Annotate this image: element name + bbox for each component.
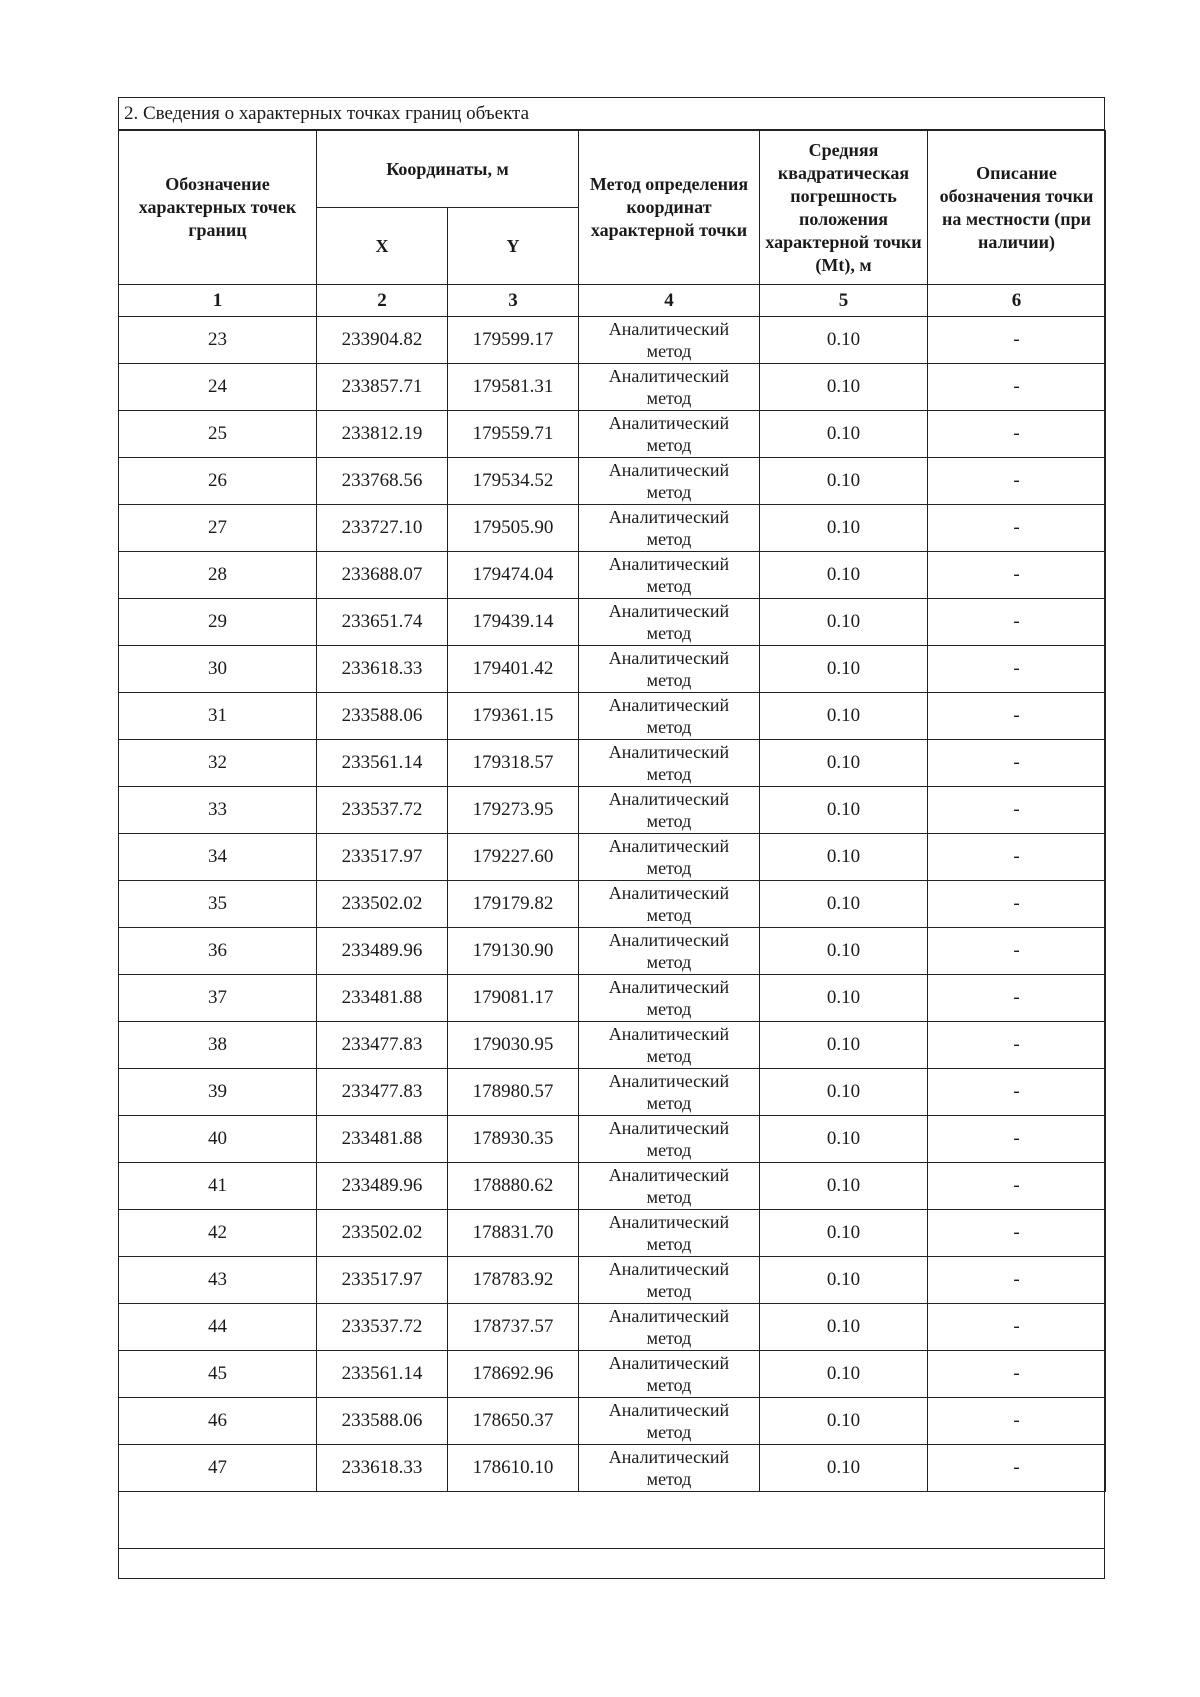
- method-cell: [579, 787, 760, 834]
- table-row: [119, 693, 1106, 740]
- method-label: Аналитический: [608, 648, 730, 668]
- point-number-cell: 46: [119, 1398, 317, 1445]
- mean-square-error-cell: 0.10: [760, 458, 928, 505]
- description-cell: -: [928, 693, 1106, 740]
- method-label: Аналитический: [608, 1024, 730, 1044]
- description-cell: -: [928, 928, 1106, 975]
- y-coordinate-cell: 179505.90: [448, 505, 579, 552]
- y-coordinate-cell: 179130.90: [448, 928, 579, 975]
- table-row: [119, 646, 1106, 693]
- method-label: метод: [646, 341, 692, 361]
- column-number: 4: [579, 285, 760, 317]
- x-coordinate-cell: 233489.96: [317, 928, 448, 975]
- description-cell: -: [928, 411, 1106, 458]
- method-cell: [579, 505, 760, 552]
- method-label: Аналитический: [608, 1353, 730, 1373]
- method-cell: [579, 740, 760, 787]
- point-number-cell: 26: [119, 458, 317, 505]
- table-row: [119, 740, 1106, 787]
- point-number-cell: 43: [119, 1257, 317, 1304]
- table-row: [119, 458, 1106, 505]
- point-number-cell: 37: [119, 975, 317, 1022]
- y-coordinate-cell: 178930.35: [448, 1116, 579, 1163]
- description-cell: -: [928, 1069, 1106, 1116]
- method-label: метод: [646, 858, 692, 878]
- description-cell: -: [928, 975, 1106, 1022]
- table-row: [119, 411, 1106, 458]
- header-row-1: [119, 131, 1106, 208]
- description-cell: -: [928, 1257, 1106, 1304]
- method-label: метод: [646, 1140, 692, 1160]
- point-number-cell: 29: [119, 599, 317, 646]
- method-cell: [579, 458, 760, 505]
- y-coordinate-cell: 179179.82: [448, 881, 579, 928]
- method-label: метод: [646, 1187, 692, 1207]
- mean-square-error-cell: 0.10: [760, 928, 928, 975]
- table-row: [119, 928, 1106, 975]
- mean-square-error-cell: 0.10: [760, 834, 928, 881]
- table-row: [119, 1398, 1106, 1445]
- point-number-cell: 42: [119, 1210, 317, 1257]
- point-number-cell: 32: [119, 740, 317, 787]
- point-number-cell: 38: [119, 1022, 317, 1069]
- description-cell: -: [928, 1163, 1106, 1210]
- column-number-row: [119, 285, 1106, 317]
- description-cell: -: [928, 1445, 1106, 1492]
- x-coordinate-cell: 233481.88: [317, 975, 448, 1022]
- description-cell: -: [928, 1398, 1106, 1445]
- y-coordinate-cell: 179534.52: [448, 458, 579, 505]
- mean-square-error-cell: 0.10: [760, 975, 928, 1022]
- x-coordinate-cell: 233537.72: [317, 787, 448, 834]
- method-label: метод: [646, 529, 692, 549]
- method-label: Аналитический: [608, 883, 730, 903]
- table-row: [119, 834, 1106, 881]
- method-label: Аналитический: [608, 742, 730, 762]
- y-coordinate-cell: 178650.37: [448, 1398, 579, 1445]
- mean-square-error-cell: 0.10: [760, 1304, 928, 1351]
- description-cell: -: [928, 1116, 1106, 1163]
- y-coordinate-cell: 178692.96: [448, 1351, 579, 1398]
- method-label: Аналитический: [608, 1400, 730, 1420]
- point-number-cell: 33: [119, 787, 317, 834]
- x-coordinate-cell: 233727.10: [317, 505, 448, 552]
- description-cell: -: [928, 1210, 1106, 1257]
- point-number-cell: 41: [119, 1163, 317, 1210]
- method-label: метод: [646, 811, 692, 831]
- point-number-cell: 30: [119, 646, 317, 693]
- method-cell: [579, 552, 760, 599]
- mean-square-error-cell: 0.10: [760, 1022, 928, 1069]
- method-label: Аналитический: [608, 977, 730, 997]
- mean-square-error-cell: 0.10: [760, 1351, 928, 1398]
- description-cell: -: [928, 364, 1106, 411]
- description-cell: -: [928, 317, 1106, 364]
- mean-square-error-cell: 0.10: [760, 317, 928, 364]
- x-coordinate-cell: 233857.71: [317, 364, 448, 411]
- x-coordinate-cell: 233481.88: [317, 1116, 448, 1163]
- mean-square-error-cell: 0.10: [760, 881, 928, 928]
- table-row: [119, 1069, 1106, 1116]
- method-label: Аналитический: [608, 930, 730, 950]
- table-row: [119, 599, 1106, 646]
- mean-square-error-cell: 0.10: [760, 646, 928, 693]
- method-label: метод: [646, 1328, 692, 1348]
- mean-square-error-cell: 0.10: [760, 787, 928, 834]
- point-number-cell: 28: [119, 552, 317, 599]
- x-coordinate-cell: 233588.06: [317, 693, 448, 740]
- method-cell: [579, 928, 760, 975]
- description-cell: -: [928, 1351, 1106, 1398]
- method-cell: [579, 1257, 760, 1304]
- point-number-cell: 35: [119, 881, 317, 928]
- point-number-cell: 24: [119, 364, 317, 411]
- column-number: 5: [760, 285, 928, 317]
- mean-square-error-cell: 0.10: [760, 364, 928, 411]
- description-cell: -: [928, 552, 1106, 599]
- point-number-cell: 31: [119, 693, 317, 740]
- method-label: Аналитический: [608, 1306, 730, 1326]
- point-number-cell: 36: [119, 928, 317, 975]
- method-label: Аналитический: [608, 601, 730, 621]
- method-label: Аналитический: [608, 366, 730, 386]
- table-row: [119, 881, 1106, 928]
- method-label: метод: [646, 999, 692, 1019]
- y-coordinate-cell: 179361.15: [448, 693, 579, 740]
- point-number-cell: 44: [119, 1304, 317, 1351]
- table-row: [119, 364, 1106, 411]
- table-row: [119, 1304, 1106, 1351]
- method-label: метод: [646, 1422, 692, 1442]
- y-coordinate-cell: 178783.92: [448, 1257, 579, 1304]
- mean-square-error-cell: 0.10: [760, 411, 928, 458]
- method-label: Аналитический: [608, 1071, 730, 1091]
- header-coordinates: Координаты, м: [317, 131, 579, 208]
- description-cell: -: [928, 505, 1106, 552]
- description-cell: -: [928, 599, 1106, 646]
- point-number-cell: 47: [119, 1445, 317, 1492]
- table-row: [119, 317, 1106, 364]
- table-row: [119, 975, 1106, 1022]
- y-coordinate-cell: 178831.70: [448, 1210, 579, 1257]
- description-cell: -: [928, 834, 1106, 881]
- x-coordinate-cell: 233688.07: [317, 552, 448, 599]
- table-bottom-empty-row: [118, 1548, 1105, 1579]
- method-cell: [579, 1069, 760, 1116]
- method-label: метод: [646, 905, 692, 925]
- method-cell: [579, 1210, 760, 1257]
- point-number-cell: 39: [119, 1069, 317, 1116]
- mean-square-error-cell: 0.10: [760, 505, 928, 552]
- mean-square-error-cell: 0.10: [760, 693, 928, 740]
- mean-square-error-cell: 0.10: [760, 1163, 928, 1210]
- description-cell: -: [928, 881, 1106, 928]
- header-mean-square-error: Средняя квадратическая погрешность положения характерной точки (Mt), м: [760, 131, 928, 285]
- point-number-cell: 34: [119, 834, 317, 881]
- method-cell: [579, 599, 760, 646]
- header-y: Y: [448, 208, 579, 285]
- method-label: Аналитический: [608, 554, 730, 574]
- y-coordinate-cell: 179581.31: [448, 364, 579, 411]
- section-title: 2. Сведения о характерных точках границ объекта: [118, 97, 1105, 130]
- method-cell: [579, 1163, 760, 1210]
- method-label: метод: [646, 623, 692, 643]
- method-label: Аналитический: [608, 507, 730, 527]
- method-label: метод: [646, 1281, 692, 1301]
- mean-square-error-cell: 0.10: [760, 599, 928, 646]
- x-coordinate-cell: 233517.97: [317, 1257, 448, 1304]
- header-description: Описание обозначения точки на местности (при наличии): [928, 131, 1106, 285]
- method-label: Аналитический: [608, 789, 730, 809]
- method-label: Аналитический: [608, 1212, 730, 1232]
- method-label: Аналитический: [608, 1165, 730, 1185]
- method-label: Аналитический: [608, 1447, 730, 1467]
- method-label: метод: [646, 435, 692, 455]
- y-coordinate-cell: 179081.17: [448, 975, 579, 1022]
- method-cell: [579, 1398, 760, 1445]
- method-cell: [579, 1351, 760, 1398]
- mean-square-error-cell: 0.10: [760, 552, 928, 599]
- method-label: метод: [646, 1375, 692, 1395]
- method-label: метод: [646, 952, 692, 972]
- x-coordinate-cell: 233651.74: [317, 599, 448, 646]
- boundary-points-table: [118, 130, 1106, 1492]
- table-body: [119, 317, 1106, 1492]
- method-label: Аналитический: [608, 836, 730, 856]
- table-row: [119, 1210, 1106, 1257]
- method-cell: [579, 1304, 760, 1351]
- method-label: метод: [646, 1046, 692, 1066]
- x-coordinate-cell: 233477.83: [317, 1022, 448, 1069]
- x-coordinate-cell: 233502.02: [317, 881, 448, 928]
- method-label: Аналитический: [608, 1259, 730, 1279]
- x-coordinate-cell: 233588.06: [317, 1398, 448, 1445]
- method-label: метод: [646, 576, 692, 596]
- x-coordinate-cell: 233768.56: [317, 458, 448, 505]
- y-coordinate-cell: 178610.10: [448, 1445, 579, 1492]
- method-label: Аналитический: [608, 319, 730, 339]
- method-label: метод: [646, 717, 692, 737]
- method-label: метод: [646, 388, 692, 408]
- method-label: метод: [646, 670, 692, 690]
- x-coordinate-cell: 233904.82: [317, 317, 448, 364]
- header-x: X: [317, 208, 448, 285]
- mean-square-error-cell: 0.10: [760, 740, 928, 787]
- method-label: метод: [646, 482, 692, 502]
- header-point-designation: Обозначение характерных точек границ: [119, 131, 317, 285]
- table-row: [119, 505, 1106, 552]
- description-cell: -: [928, 1304, 1106, 1351]
- x-coordinate-cell: 233489.96: [317, 1163, 448, 1210]
- table-row: [119, 1351, 1106, 1398]
- x-coordinate-cell: 233618.33: [317, 1445, 448, 1492]
- y-coordinate-cell: 179559.71: [448, 411, 579, 458]
- column-number: 1: [119, 285, 317, 317]
- method-cell: [579, 1116, 760, 1163]
- mean-square-error-cell: 0.10: [760, 1069, 928, 1116]
- x-coordinate-cell: 233561.14: [317, 1351, 448, 1398]
- x-coordinate-cell: 233561.14: [317, 740, 448, 787]
- mean-square-error-cell: 0.10: [760, 1445, 928, 1492]
- point-number-cell: 23: [119, 317, 317, 364]
- method-cell: [579, 646, 760, 693]
- point-number-cell: 25: [119, 411, 317, 458]
- x-coordinate-cell: 233517.97: [317, 834, 448, 881]
- table-row: [119, 1257, 1106, 1304]
- method-label: метод: [646, 1234, 692, 1254]
- y-coordinate-cell: 179401.42: [448, 646, 579, 693]
- method-cell: [579, 975, 760, 1022]
- x-coordinate-cell: 233502.02: [317, 1210, 448, 1257]
- y-coordinate-cell: 178880.62: [448, 1163, 579, 1210]
- y-coordinate-cell: 179599.17: [448, 317, 579, 364]
- point-number-cell: 27: [119, 505, 317, 552]
- y-coordinate-cell: 179030.95: [448, 1022, 579, 1069]
- table-row: [119, 1163, 1106, 1210]
- column-number: 3: [448, 285, 579, 317]
- y-coordinate-cell: 178980.57: [448, 1069, 579, 1116]
- description-cell: -: [928, 646, 1106, 693]
- method-cell: [579, 411, 760, 458]
- y-coordinate-cell: 179318.57: [448, 740, 579, 787]
- method-label: Аналитический: [608, 1118, 730, 1138]
- method-label: метод: [646, 764, 692, 784]
- table-row: [119, 552, 1106, 599]
- method-label: метод: [646, 1093, 692, 1113]
- method-label: Аналитический: [608, 413, 730, 433]
- point-number-cell: 40: [119, 1116, 317, 1163]
- method-label: Аналитический: [608, 695, 730, 715]
- method-label: Аналитический: [608, 460, 730, 480]
- table-row: [119, 1116, 1106, 1163]
- mean-square-error-cell: 0.10: [760, 1210, 928, 1257]
- table-row: [119, 787, 1106, 834]
- x-coordinate-cell: 233618.33: [317, 646, 448, 693]
- column-number: 6: [928, 285, 1106, 317]
- description-cell: -: [928, 458, 1106, 505]
- method-cell: [579, 317, 760, 364]
- mean-square-error-cell: 0.10: [760, 1398, 928, 1445]
- method-cell: [579, 881, 760, 928]
- y-coordinate-cell: 179227.60: [448, 834, 579, 881]
- table-row: [119, 1445, 1106, 1492]
- point-number-cell: 45: [119, 1351, 317, 1398]
- x-coordinate-cell: 233537.72: [317, 1304, 448, 1351]
- x-coordinate-cell: 233477.83: [317, 1069, 448, 1116]
- method-cell: [579, 1445, 760, 1492]
- y-coordinate-cell: 179474.04: [448, 552, 579, 599]
- column-number: 2: [317, 285, 448, 317]
- method-cell: [579, 364, 760, 411]
- y-coordinate-cell: 179273.95: [448, 787, 579, 834]
- description-cell: -: [928, 787, 1106, 834]
- method-cell: [579, 693, 760, 740]
- method-cell: [579, 834, 760, 881]
- y-coordinate-cell: 179439.14: [448, 599, 579, 646]
- table-row: [119, 1022, 1106, 1069]
- description-cell: -: [928, 740, 1106, 787]
- mean-square-error-cell: 0.10: [760, 1116, 928, 1163]
- header-method: Метод определения координат характерной точки: [579, 131, 760, 285]
- method-cell: [579, 1022, 760, 1069]
- description-cell: -: [928, 1022, 1106, 1069]
- x-coordinate-cell: 233812.19: [317, 411, 448, 458]
- y-coordinate-cell: 178737.57: [448, 1304, 579, 1351]
- method-label: метод: [646, 1469, 692, 1489]
- mean-square-error-cell: 0.10: [760, 1257, 928, 1304]
